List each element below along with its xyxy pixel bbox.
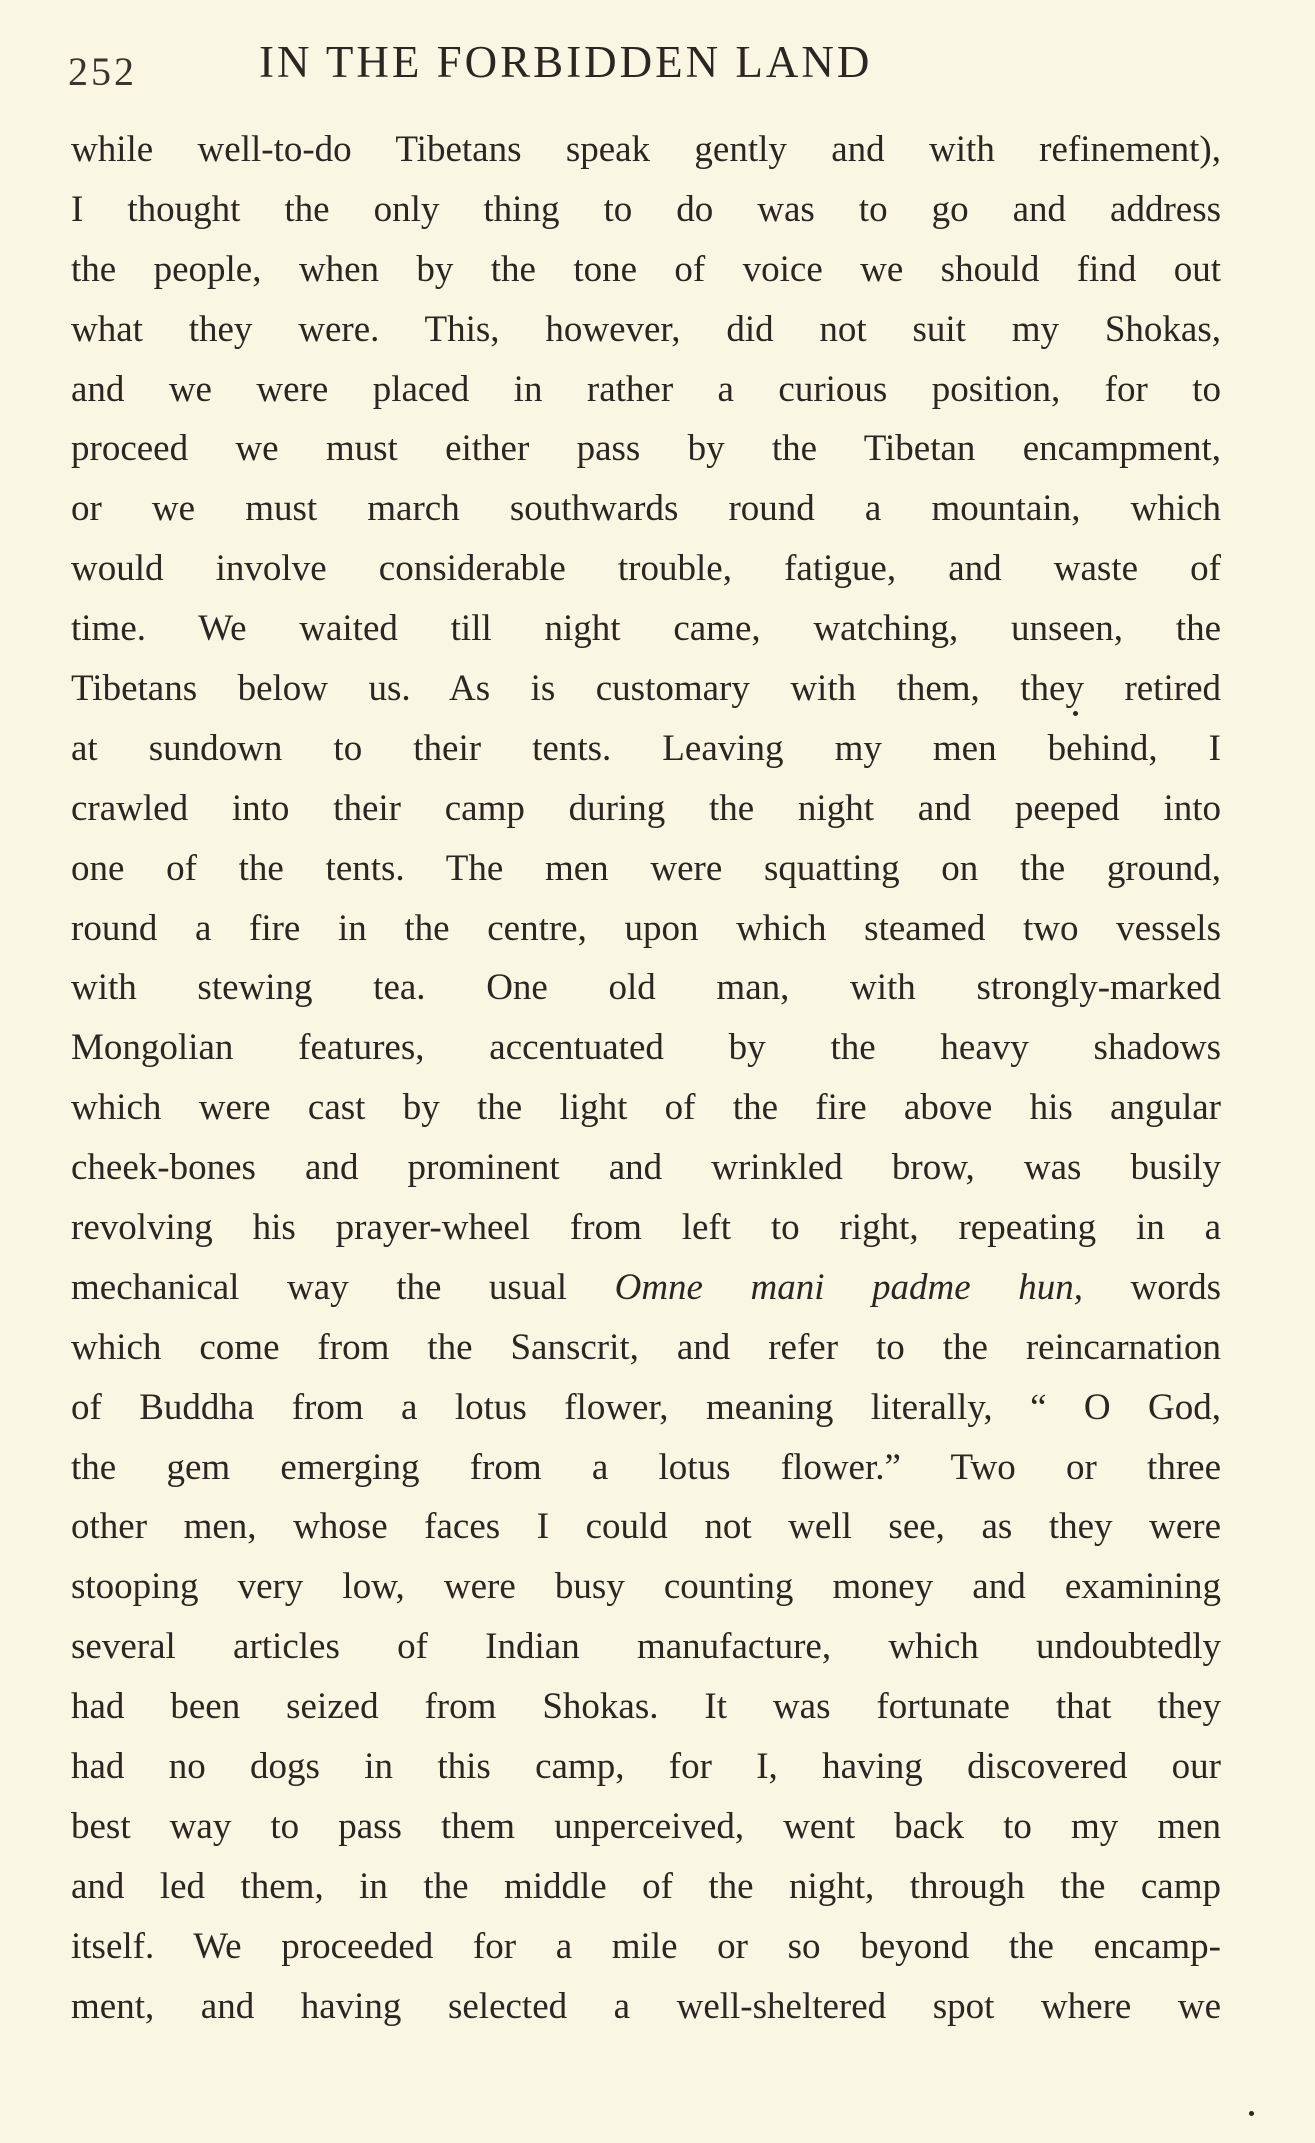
text-line: would involve considerable trouble, fatigue, and waste of — [71, 548, 1221, 590]
page-number: 252 — [68, 49, 137, 94]
text-line-segment: mechanical way the usual — [71, 1266, 615, 1308]
text-line: which were cast by the light of the fire above his angular — [71, 1087, 1221, 1129]
italic-phrase: Omne mani padme hun, — [614, 1266, 1083, 1308]
text-line: other men, whose faces I could not well see, as they were — [71, 1506, 1221, 1548]
text-line: had been seized from Shokas. It was fortunate that they — [71, 1686, 1221, 1728]
running-title: IN THE FORBIDDEN LAND — [259, 37, 873, 87]
text-line: the gem emerging from a lotus flower.” Two or three — [71, 1446, 1221, 1488]
text-line — [71, 1258, 1221, 1318]
text-line: time. We waited till night came, watching, unseen, the — [71, 608, 1221, 650]
text-line: I thought the only thing to do was to go and address — [71, 188, 1221, 230]
text-line: had no dogs in this camp, for I, having discovered our — [71, 1746, 1221, 1788]
text-line: Tibetans below us. As is customary with them, they retired — [71, 668, 1221, 710]
text-line: several articles of Indian manufacture, which undoubtedly — [71, 1626, 1221, 1668]
text-line: ment, and having selected a well-sheltered spot where we — [71, 1985, 1221, 2027]
text-line: crawled into their camp during the night and peeped into — [71, 787, 1221, 829]
text-line: the people, when by the tone of voice we should find out — [71, 248, 1221, 290]
text-line: and led them, in the middle of the night, through the camp — [71, 1865, 1221, 1907]
text-line: best way to pass them unperceived, went back to my men — [71, 1805, 1221, 1847]
text-line: cheek-bones and prominent and wrinkled brow, was busily — [71, 1147, 1221, 1189]
body-text — [71, 120, 1221, 2037]
text-line: of Buddha from a lotus flower, meaning literally, “ O God, — [71, 1386, 1221, 1428]
text-line: Mongolian features, accentuated by the heavy shadows — [71, 1027, 1221, 1069]
text-line: what they were. This, however, did not suit my Shokas, — [71, 308, 1221, 350]
text-line: while well-to-do Tibetans speak gently and with refinement), — [71, 129, 1221, 170]
text-line: stooping very low, were busy counting money and examining — [71, 1566, 1221, 1608]
text-line: with stewing tea. One old man, with strongly-marked — [71, 967, 1221, 1009]
text-line: revolving his prayer-wheel from left to right, repeating in a — [71, 1207, 1221, 1249]
text-line: which come from the Sanscrit, and refer to the reincarnation — [71, 1326, 1221, 1368]
text-line: proceed we must either pass by the Tibetan encampment, — [71, 428, 1221, 470]
text-line: and we were placed in rather a curious position, for to — [71, 368, 1221, 410]
text-line: or we must march southwards round a mountain, which — [71, 488, 1221, 530]
text-line: at sundown to their tents. Leaving my men behind, I — [71, 727, 1221, 769]
text-line-segment: words — [1083, 1266, 1221, 1308]
text-line: one of the tents. The men were squatting on the ground, — [71, 847, 1221, 889]
ink-speck — [1249, 2111, 1254, 2116]
page-header — [66, 36, 1216, 96]
text-line: round a fire in the centre, upon which steamed two vessels — [71, 907, 1221, 949]
ink-speck — [1073, 711, 1078, 716]
text-line: itself. We proceeded for a mile or so beyond the encamp- — [71, 1925, 1221, 1967]
